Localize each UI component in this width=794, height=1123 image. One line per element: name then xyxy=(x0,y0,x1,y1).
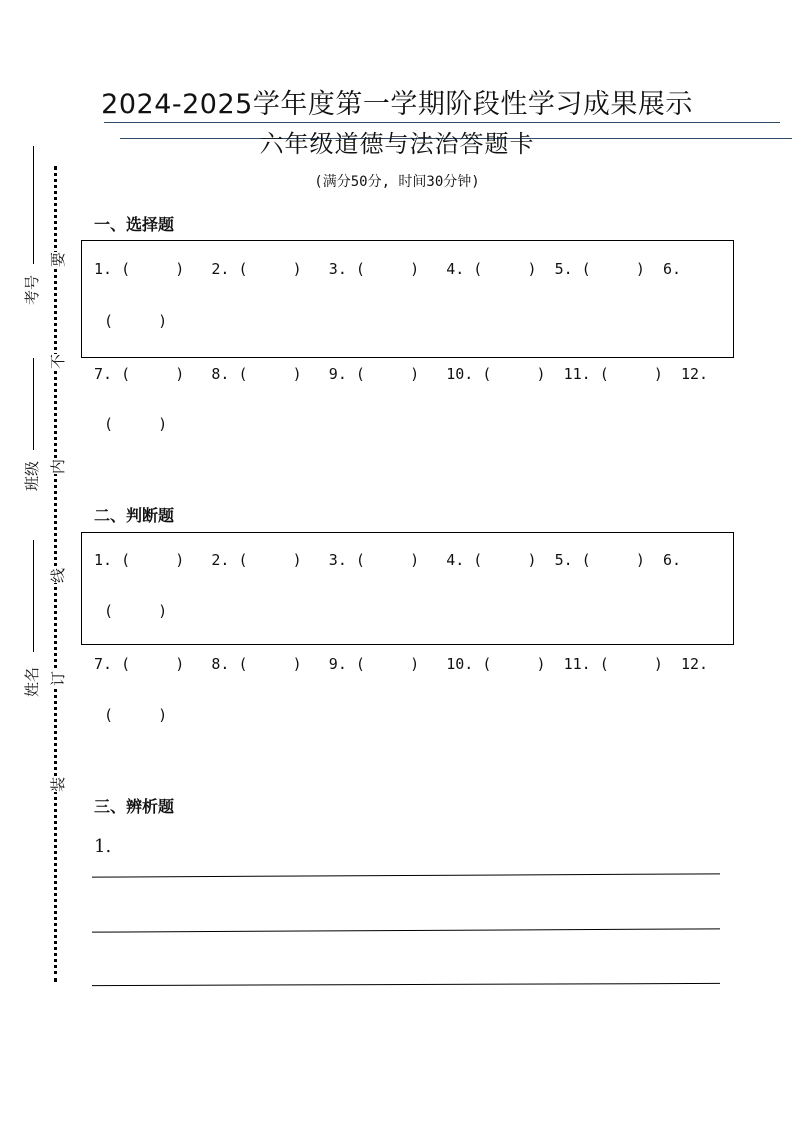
judge-row-2: 7. ( ) 8. ( ) 9. ( ) 10. ( ) 11. ( ) 12. xyxy=(94,655,709,673)
page-subtitle: 六年级道德与法治答题卡 xyxy=(259,130,535,158)
choice-row-1-cont: ( ) xyxy=(104,312,168,330)
name-label: 姓名 xyxy=(23,667,41,698)
choice-answer-box xyxy=(81,240,734,358)
judge-row-2-cont: ( ) xyxy=(104,706,168,724)
class-label: 班级 xyxy=(23,461,41,492)
answer-line-2[interactable] xyxy=(92,928,720,932)
notice-char-2: 不 xyxy=(49,353,68,370)
choice-row-2: 7. ( ) 8. ( ) 9. ( ) 10. ( ) 11. ( ) 12. xyxy=(94,365,709,383)
judge-answer-box xyxy=(81,532,734,645)
choice-row-1: 1. ( ) 2. ( ) 3. ( ) 4. ( ) 5. ( ) 6. xyxy=(94,260,681,278)
notice-char-6: 装 xyxy=(49,776,68,793)
exam-no-label: 考号 xyxy=(23,275,41,306)
choice-section-title: 一、选择题 xyxy=(94,215,175,234)
exam-no-line xyxy=(33,146,34,264)
notice-char-4: 线 xyxy=(49,567,68,584)
analysis-section-title: 三、辨析题 xyxy=(94,797,175,816)
judge-section-title: 二、判断题 xyxy=(94,506,175,525)
class-line xyxy=(33,358,34,450)
analysis-item-1: 1. xyxy=(94,836,112,857)
name-line xyxy=(33,540,34,652)
judge-row-1: 1. ( ) 2. ( ) 3. ( ) 4. ( ) 5. ( ) 6. xyxy=(94,551,681,569)
notice-char-5: 订 xyxy=(49,670,68,687)
notice-char-3: 内 xyxy=(49,458,68,475)
title-divider-1 xyxy=(104,122,780,123)
notice-char-1: 要 xyxy=(49,251,68,268)
answer-line-3[interactable] xyxy=(92,983,720,986)
score-time-note: (满分50分, 时间30分钟) xyxy=(314,174,480,190)
choice-row-2-cont: ( ) xyxy=(104,415,168,433)
page-title: 2024-2025学年度第一学期阶段性学习成果展示 xyxy=(101,89,693,120)
answer-line-1[interactable] xyxy=(92,873,720,877)
judge-row-1-cont: ( ) xyxy=(104,602,168,620)
